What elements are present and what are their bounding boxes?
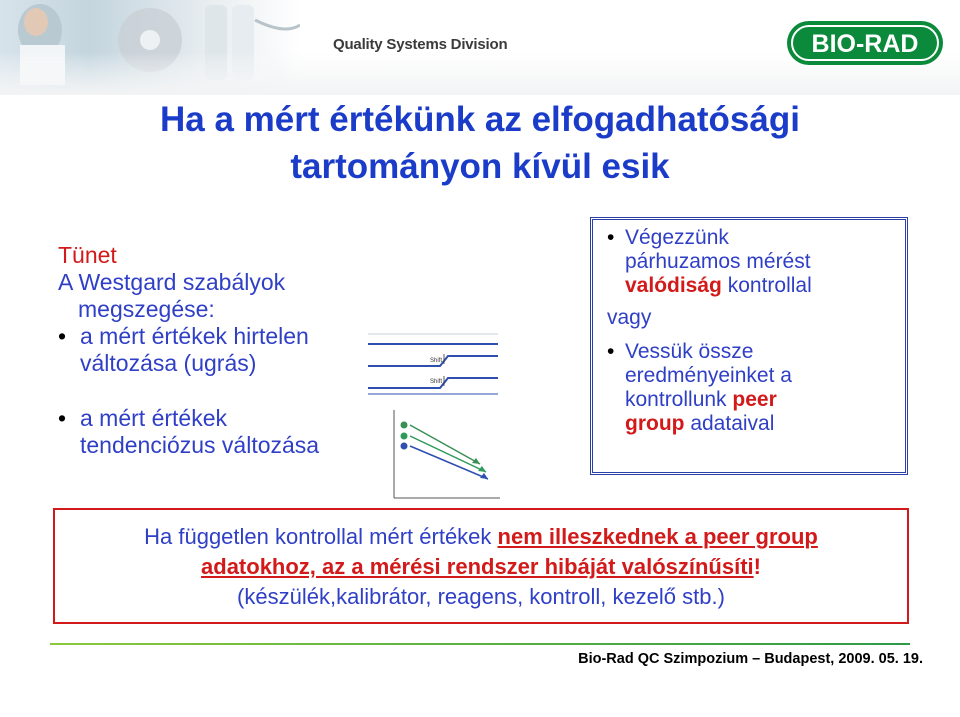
conclusion-line-1-emphasis: nem illeszkednek a peer group [497,524,818,549]
footer-divider [50,643,910,645]
division-label: Quality Systems Division [333,36,508,53]
symptom-bullet-1 [58,323,368,377]
peer-term: peer [732,388,777,411]
symptom-bullet-2-line-1: a mért értékek [80,405,227,431]
title-line-2: tartományon kívül esik [290,147,670,186]
symptom-bullet-1-line-2: változása (ugrás) [80,350,257,376]
conclusion-line-2 [55,552,907,582]
symptom-bullet-2-line-2: tendenciózus változása [80,432,320,458]
bullet-dot-icon: • [607,340,615,363]
conclusion-line-2-end: ! [753,554,761,579]
action-bullet-2-line-1: Vessük össze [625,340,754,363]
bullet-dot-icon: • [58,405,67,431]
action-bullet-1-line-2: párhuzamos mérést [625,250,811,273]
trend-line-1 [410,425,480,464]
action-bullet-2-pre: kontrollunk [625,388,733,411]
action-bullet-1-line-3 [625,274,903,298]
bullet-dot-icon: • [58,323,67,349]
symptom-bullet-2 [58,405,368,459]
trend-line-2 [410,436,486,472]
trueness-term: valódiság [625,274,722,297]
conclusion-line-3: (készülék,kalibrátor, reagens, kontroll, kezelő stb.) [237,584,725,609]
action-bullet-2-line-4 [625,412,903,436]
action-box [590,217,908,475]
action-bullet-2-line-3 [625,388,903,412]
lab-photo-image [0,0,300,95]
conclusion-line-2-emphasis: adatokhoz, az a mérési rendszer hibáját valószínűsíti [201,554,754,579]
action-bullet-2-rest: adataival [684,412,775,435]
group-term: group [625,412,685,435]
action-bullet-1-line-1: Végezzünk [625,226,729,249]
conclusion-box [53,508,909,624]
symptom-heading: Tünet [58,242,117,268]
shift-label-2: Shift [430,379,443,385]
or-separator: vagy [607,306,652,329]
action-bullet-1-rest: kontrollal [721,274,812,297]
header-banner [0,0,960,95]
symptom-section [58,242,368,459]
trend-marker-blue [401,443,408,450]
conclusion-line-1-pre: Ha független kontrollal mért értékek [144,524,498,549]
symptom-bullet-1-line-1: a mért értékek hirtelen [80,323,309,349]
action-bullet-2-line-2: eredményeinket a [625,364,792,387]
slide-title [100,96,860,190]
trend-marker-green-2 [401,433,408,440]
title-line-1: Ha a mért értékünk az elfogadhatósági [160,100,800,139]
action-bullet-2 [607,340,903,436]
conclusion-line-1 [55,522,907,552]
header-photo-collage [0,0,300,95]
westgard-line-1: A Westgard szabályok [58,269,286,295]
shift-trend-illustration [362,332,504,502]
trend-marker-green [401,422,408,429]
logo-text: BIO-RAD [811,30,919,58]
bullet-dot-icon: • [607,226,615,249]
bio-rad-logo [786,20,944,66]
shift-label-1: Shift [430,358,443,364]
footer-text: Bio-Rad QC Szimpozium – Budapest, 2009. 05. 19. [578,651,923,667]
action-bullet-1 [607,226,903,298]
westgard-line-2: megszegése: [78,296,215,322]
action-box-content [607,226,903,436]
